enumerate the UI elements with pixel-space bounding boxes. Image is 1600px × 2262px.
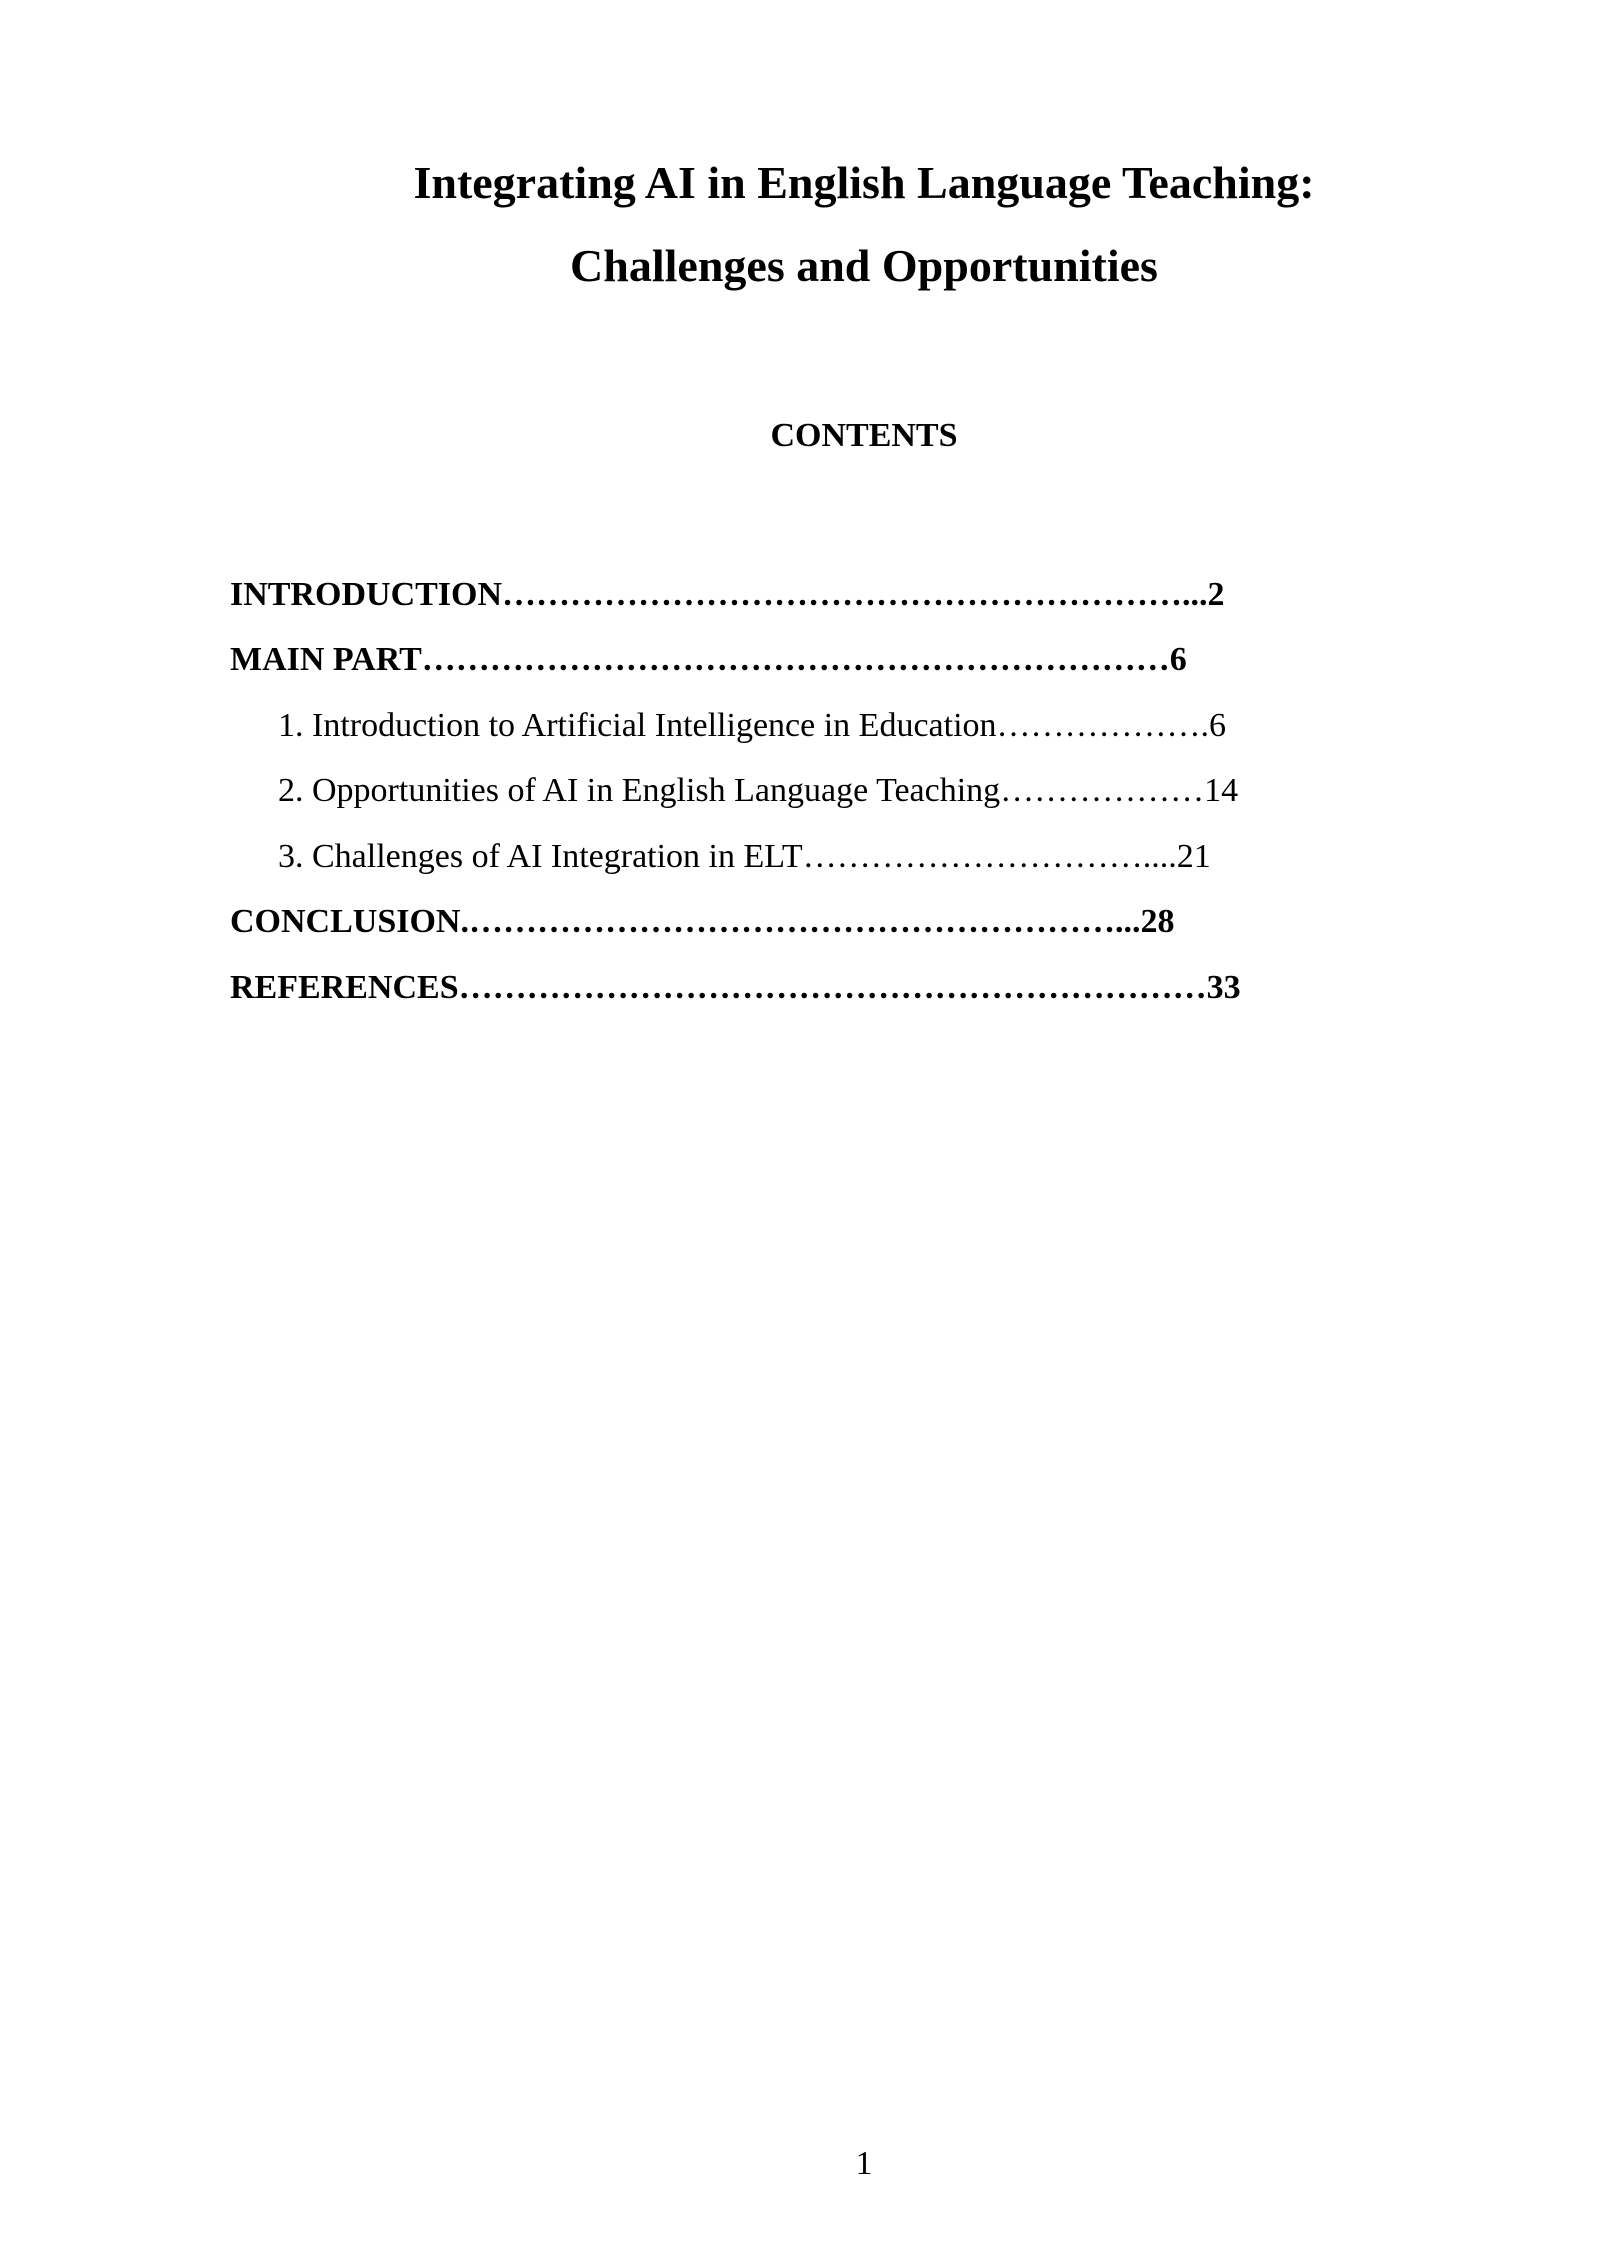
- document-title-line-1: Integrating AI in English Language Teaching:: [413, 157, 1315, 208]
- toc-subentry-1: 1. Introduction to Artificial Intelligence in Education……………….6: [278, 707, 1227, 744]
- toc-subentry-2: 2. Opportunities of AI in English Language Teaching………………14: [278, 772, 1239, 809]
- toc-entry-references: REFERENCES…………………………………………………………33: [230, 969, 1241, 1006]
- toc-subentry-3: 3. Challenges of AI Integration in ELT…………………………....21: [278, 838, 1211, 875]
- toc-entry-main-part: MAIN PART…………………………………………………………6: [230, 641, 1187, 678]
- document-title-line-2: Challenges and Opportunities: [570, 240, 1158, 291]
- toc-entry-introduction: INTRODUCTION……………………………………………………...2: [230, 576, 1225, 613]
- contents-heading: CONTENTS: [770, 417, 958, 454]
- toc-entry-conclusion: CONCLUSION.…………………………………………………...28: [230, 903, 1175, 940]
- page-number: 1: [855, 2145, 873, 2182]
